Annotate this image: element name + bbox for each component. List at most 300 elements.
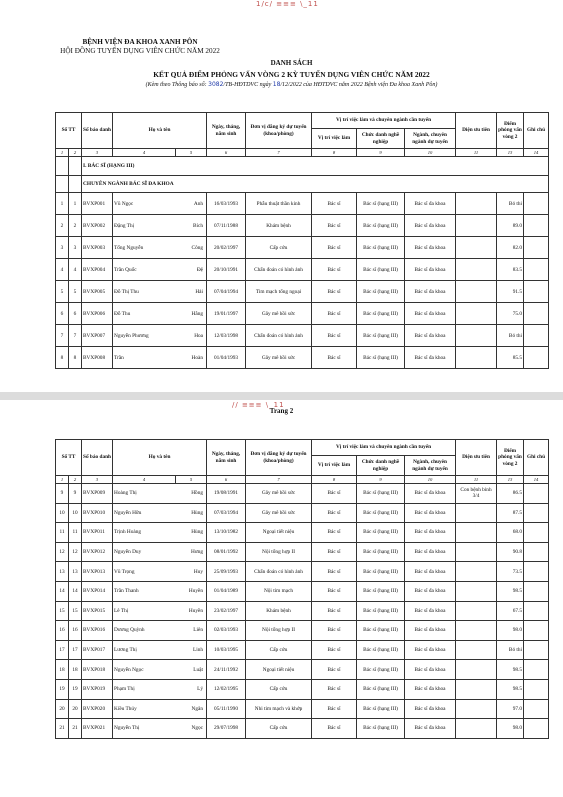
row-job-title: Bác sĩ (hạng III) [357,325,405,347]
row-dob: 20/02/1997 [207,237,246,259]
section-label: I. BÁC SĨ (HẠNG III) [82,157,549,176]
table-row [56,523,549,543]
row-dob: 01/04/1989 [207,581,246,601]
row-index: 1 [69,193,82,215]
header-note: Ghi chú [524,440,549,476]
row-dob: 25/09/1993 [207,562,246,582]
row-index: 4 [69,259,82,281]
row-candidate-number: BVXP009 [82,484,113,504]
row-job-title: Bác sĩ (hạng III) [357,719,405,739]
row-dob: 08/01/1992 [207,542,246,562]
row-priority [456,562,497,582]
row-job-title: Bác sĩ (hạng III) [357,503,405,523]
row-job-title: Bác sĩ (hạng III) [357,679,405,699]
row-department: Phẫu thuật thần kinh [246,193,312,215]
header-group: Vị trí việc làm và chuyên ngành cần tuyển [312,113,456,129]
document-subtitle [60,81,523,88]
row-major: Bác sĩ đa khoa [405,660,456,680]
row-index: 18 [69,660,82,680]
header-group: Vị trí việc làm và chuyên ngành cần tuyển [312,440,456,456]
row-major: Bác sĩ đa khoa [405,679,456,699]
table-row [56,660,549,680]
column-number: 11 [456,476,497,484]
row-position: Bác sĩ [312,281,357,303]
row-priority [456,303,497,325]
row-given-name: Hùng [176,523,207,543]
row-major: Bác sĩ đa khoa [405,215,456,237]
row-surname: Nguyễn Phương [113,325,176,347]
row-note [524,601,549,621]
row-priority [456,719,497,739]
row-candidate-number: BVXP020 [82,699,113,719]
row-major: Bác sĩ đa khoa [405,193,456,215]
row-candidate-number: BVXP017 [82,640,113,660]
row-given-name: Lý [176,679,207,699]
table-row [56,281,549,303]
row-major: Bác sĩ đa khoa [405,484,456,504]
row-position: Bác sĩ [312,523,357,543]
row-score: 98.5 [497,581,524,601]
row-surname: Trần Thanh [113,581,176,601]
row-major: Bác sĩ đa khoa [405,347,456,369]
header-major: Ngành, chuyên ngành dự tuyển [405,456,456,476]
column-number: 2 [69,476,82,484]
row-index: 9 [69,484,82,504]
row-note [524,193,549,215]
row-major: Bác sĩ đa khoa [405,259,456,281]
handwritten-mark: // ≡≡≡ \_11 [232,401,285,409]
row-candidate-number: BVXP012 [82,542,113,562]
row-surname: Kiều Thúy [113,699,176,719]
document-page-2 [0,400,563,797]
row-note [524,542,549,562]
row-job-title: Bác sĩ (hạng III) [357,484,405,504]
row-position: Bác sĩ [312,699,357,719]
row-note [524,215,549,237]
row-given-name: Ngân [176,699,207,719]
row-score: 75.0 [497,303,524,325]
row-given-name: Hải [176,281,207,303]
row-given-name: Ngọc [176,719,207,739]
row-department: Gây mê hồi sức [246,347,312,369]
row-note [524,699,549,719]
row-score: 83.5 [497,259,524,281]
subtitle-part: /TB-HĐTDVC ngày [223,82,272,88]
row-given-name: Huyền [176,601,207,621]
row-job-title: Bác sĩ (hạng III) [357,542,405,562]
row-score: 86.5 [497,484,524,504]
row-score: 97.0 [497,699,524,719]
row-given-name: Hưng [176,542,207,562]
row-dob: 23/02/1997 [207,601,246,621]
row-priority [456,281,497,303]
document-heading: DANH SÁCH [270,59,313,67]
row-stt: 12 [56,542,69,562]
header-dob: Ngày, tháng, năm sinh [207,113,246,149]
row-priority [456,325,497,347]
row-priority [456,347,497,369]
row-candidate-number: BVXP010 [82,503,113,523]
row-position: Bác sĩ [312,719,357,739]
row-priority [456,699,497,719]
row-candidate-number: BVXP006 [82,303,113,325]
row-job-title: Bác sĩ (hạng III) [357,581,405,601]
row-priority [456,193,497,215]
row-stt: 18 [56,660,69,680]
row-surname: Nguyễn Ngọc [113,660,176,680]
row-given-name: Hoàn [176,347,207,369]
row-note [524,484,549,504]
row-candidate-number: BVXP016 [82,621,113,641]
row-candidate-number: BVXP005 [82,281,113,303]
header-score: Điểm phỏng vấn vòng 2 [497,113,524,149]
results-table-page-1 [55,112,549,369]
column-number: 14 [524,476,549,484]
header-stt: Số TT [56,440,82,476]
handwritten-mark: 1/c/ ≡≡≡ \_11 [256,0,319,8]
column-number: 8 [312,476,357,484]
row-job-title: Bác sĩ (hạng III) [357,259,405,281]
row-priority [456,660,497,680]
row-note [524,503,549,523]
header-dob: Ngày, tháng, năm sinh [207,440,246,476]
row-note [524,259,549,281]
row-surname: Phạm Thị [113,679,176,699]
row-job-title: Bác sĩ (hạng III) [357,193,405,215]
row-priority [456,640,497,660]
row-major: Bác sĩ đa khoa [405,719,456,739]
column-number: 1 [56,476,69,484]
row-index: 10 [69,503,82,523]
row-stt: 20 [56,699,69,719]
row-candidate-number: BVXP018 [82,660,113,680]
row-major: Bác sĩ đa khoa [405,581,456,601]
row-given-name: Linh [176,640,207,660]
row-priority [456,542,497,562]
row-index: 20 [69,699,82,719]
row-score: Bỏ thi [497,640,524,660]
row-given-name: Liên [176,621,207,641]
row-candidate-number: BVXP001 [82,193,113,215]
row-major: Bác sĩ đa khoa [405,542,456,562]
row-position: Bác sĩ [312,193,357,215]
row-job-title: Bác sĩ (hạng III) [357,601,405,621]
row-score: 82.0 [497,237,524,259]
row-department: Chẩn đoán có hình ảnh [246,259,312,281]
row-dob: 20/10/1991 [207,259,246,281]
header-dept: Đơn vị đăng ký dự tuyển (khoa/phòng) [246,113,312,149]
row-stt: 11 [56,523,69,543]
page-gap [0,392,563,400]
row-score: 85.5 [497,347,524,369]
row-position: Bác sĩ [312,484,357,504]
row-index: 19 [69,679,82,699]
row-department: Nội tổng hợp II [246,542,312,562]
subsection-row [56,176,549,193]
row-position: Bác sĩ [312,660,357,680]
row-candidate-number: BVXP002 [82,215,113,237]
header-name: Họ và tên [113,113,207,149]
row-dob: 02/03/1993 [207,621,246,641]
row-note [524,325,549,347]
row-dob: 16/03/1993 [207,193,246,215]
row-surname: Hoàng Thị [113,484,176,504]
row-major: Bác sĩ đa khoa [405,237,456,259]
column-number: 3 [82,149,113,157]
table-row [56,237,549,259]
row-given-name: Luật [176,660,207,680]
row-surname: Đặng Thị [113,215,176,237]
row-department: Nhi tim mạch và khớp [246,699,312,719]
column-number: 13 [497,476,524,484]
row-major: Bác sĩ đa khoa [405,621,456,641]
row-department: Cấp cứu [246,679,312,699]
row-note [524,281,549,303]
row-index: 12 [69,542,82,562]
row-priority [456,581,497,601]
row-score: 87.5 [497,503,524,523]
row-priority [456,503,497,523]
column-number: 5 [176,476,207,484]
row-index: 3 [69,237,82,259]
row-note [524,347,549,369]
row-stt: 17 [56,640,69,660]
row-stt: 6 [56,303,69,325]
header-note: Ghi chú [524,113,549,149]
header-stt: Số TT [56,113,82,149]
row-note [524,581,549,601]
row-department: Gây mê hồi sức [246,484,312,504]
table-row [56,640,549,660]
row-surname: Trịnh Hoàng [113,523,176,543]
row-stt: 3 [56,237,69,259]
row-position: Bác sĩ [312,542,357,562]
column-number: 4 [113,149,176,157]
header-sbd: Số báo danh [82,440,113,476]
row-score: 73.5 [497,562,524,582]
row-index: 11 [69,523,82,543]
row-surname: Đỗ Thị Thu [113,281,176,303]
row-given-name: Bích [176,215,207,237]
table-row [56,621,549,641]
row-major: Bác sĩ đa khoa [405,562,456,582]
row-score: 98.5 [497,660,524,680]
header-title: Chức danh nghề nghiệp [357,129,405,149]
header-priority: Diện ưu tiên [456,113,497,149]
row-surname: Tống Nguyễn [113,237,176,259]
row-score: 89.0 [497,215,524,237]
row-job-title: Bác sĩ (hạng III) [357,303,405,325]
row-position: Bác sĩ [312,237,357,259]
row-index: 6 [69,303,82,325]
row-score: Bỏ thi [497,193,524,215]
row-position: Bác sĩ [312,562,357,582]
row-score: 90.8 [497,542,524,562]
table-row [56,542,549,562]
row-stt: 16 [56,621,69,641]
row-surname: Đỗ Thu [113,303,176,325]
header-major: Ngành, chuyên ngành dự tuyển [405,129,456,149]
row-surname: Nguyễn Duy [113,542,176,562]
row-candidate-number: BVXP019 [82,679,113,699]
column-number: 5 [176,149,207,157]
row-dob: 05/11/1990 [207,699,246,719]
row-job-title: Bác sĩ (hạng III) [357,347,405,369]
row-stt: 7 [56,325,69,347]
column-number: 6 [207,149,246,157]
row-priority: Con bệnh binh 3/4 [456,484,497,504]
row-note [524,679,549,699]
row-priority [456,523,497,543]
table-row [56,484,549,504]
row-priority [456,237,497,259]
row-position: Bác sĩ [312,679,357,699]
row-major: Bác sĩ đa khoa [405,601,456,621]
page-label: Trang 2 [269,407,294,415]
row-job-title: Bác sĩ (hạng III) [357,237,405,259]
row-dob: 24/11/1992 [207,660,246,680]
row-position: Bác sĩ [312,215,357,237]
column-number: 6 [207,476,246,484]
row-stt: 13 [56,562,69,582]
row-job-title: Bác sĩ (hạng III) [357,562,405,582]
table-row [56,259,549,281]
table-row [56,325,549,347]
row-priority [456,259,497,281]
row-department: Cấp cứu [246,237,312,259]
row-surname: Nguyễn Hữu [113,503,176,523]
column-number: 13 [497,149,524,157]
row-note [524,523,549,543]
row-position: Bác sĩ [312,503,357,523]
row-note [524,237,549,259]
row-candidate-number: BVXP004 [82,259,113,281]
row-stt: 2 [56,215,69,237]
row-score: 98.5 [497,679,524,699]
row-index: 16 [69,621,82,641]
row-priority [456,679,497,699]
column-number: 7 [246,476,312,484]
row-department: Chẩn đoán có hình ảnh [246,562,312,582]
row-given-name: Anh [176,193,207,215]
row-candidate-number: BVXP015 [82,601,113,621]
row-candidate-number: BVXP011 [82,523,113,543]
header-title: Chức danh nghề nghiệp [357,456,405,476]
column-number: 1 [56,149,69,157]
row-dob: 07/04/1994 [207,281,246,303]
column-number: 11 [456,149,497,157]
row-given-name: Huy [176,562,207,582]
row-candidate-number: BVXP007 [82,325,113,347]
row-dob: 07/11/1988 [207,215,246,237]
handwritten-number: 3082 [208,81,224,88]
row-candidate-number: BVXP003 [82,237,113,259]
column-number: 4 [113,476,176,484]
column-number-row [56,149,549,157]
table-row [56,581,549,601]
row-surname: Lê Thị [113,601,176,621]
row-position: Bác sĩ [312,325,357,347]
row-stt: 21 [56,719,69,739]
row-position: Bác sĩ [312,259,357,281]
subsection-label: CHUYÊN NGÀNH BÁC SĨ ĐA KHOA [82,176,549,193]
row-department: Chẩn đoán có hình ảnh [246,325,312,347]
row-stt: 14 [56,581,69,601]
row-dob: 01/04/1993 [207,347,246,369]
table-row [56,562,549,582]
row-note [524,621,549,641]
row-department: Cấp cứu [246,640,312,660]
row-index: 7 [69,325,82,347]
row-department: Khám bệnh [246,215,312,237]
column-number: 8 [312,149,357,157]
row-score: 98.0 [497,621,524,641]
row-dob: 19/01/1997 [207,303,246,325]
header-score: Điểm phỏng vấn vòng 2 [497,440,524,476]
table-row [56,679,549,699]
subtitle-part: (Kèm theo Thông báo số: [145,82,207,88]
row-department: Cấp cứu [246,719,312,739]
document-page-1 [0,0,563,392]
row-given-name: Hằng [176,303,207,325]
column-number-row [56,476,549,484]
row-department: Ngoại tiết niệu [246,660,312,680]
column-number: 9 [357,476,405,484]
row-stt: 15 [56,601,69,621]
organization-header [40,38,240,56]
row-major: Bác sĩ đa khoa [405,699,456,719]
row-candidate-number: BVXP021 [82,719,113,739]
row-index: 2 [69,215,82,237]
table-row [56,303,549,325]
column-number: 9 [357,149,405,157]
row-stt: 4 [56,259,69,281]
row-surname: Nguyễn Thị [113,719,176,739]
row-given-name: Hùng [176,503,207,523]
row-dob: 10/03/1995 [207,640,246,660]
column-number: 10 [405,476,456,484]
row-position: Bác sĩ [312,581,357,601]
table-row [56,215,549,237]
row-given-name: Hoa [176,325,207,347]
row-index: 15 [69,601,82,621]
table-row [56,719,549,739]
row-dob: 19/08/1991 [207,484,246,504]
column-number: 10 [405,149,456,157]
row-job-title: Bác sĩ (hạng III) [357,640,405,660]
row-note [524,562,549,582]
results-table-page-2 [55,439,549,739]
row-surname: Vũ Ngọc [113,193,176,215]
row-dob: 07/03/1994 [207,503,246,523]
header-position: Vị trí việc làm [312,456,357,476]
row-job-title: Bác sĩ (hạng III) [357,621,405,641]
row-position: Bác sĩ [312,621,357,641]
row-note [524,719,549,739]
row-department: Nội tổng hợp II [246,621,312,641]
row-department: Gây mê hồi sức [246,303,312,325]
row-surname: Trần Quốc [113,259,176,281]
row-index: 21 [69,719,82,739]
row-note [524,303,549,325]
row-position: Bác sĩ [312,640,357,660]
row-position: Bác sĩ [312,347,357,369]
row-major: Bác sĩ đa khoa [405,325,456,347]
row-given-name: Huyền [176,581,207,601]
row-major: Bác sĩ đa khoa [405,503,456,523]
table-row [56,601,549,621]
row-given-name: Đệ [176,259,207,281]
